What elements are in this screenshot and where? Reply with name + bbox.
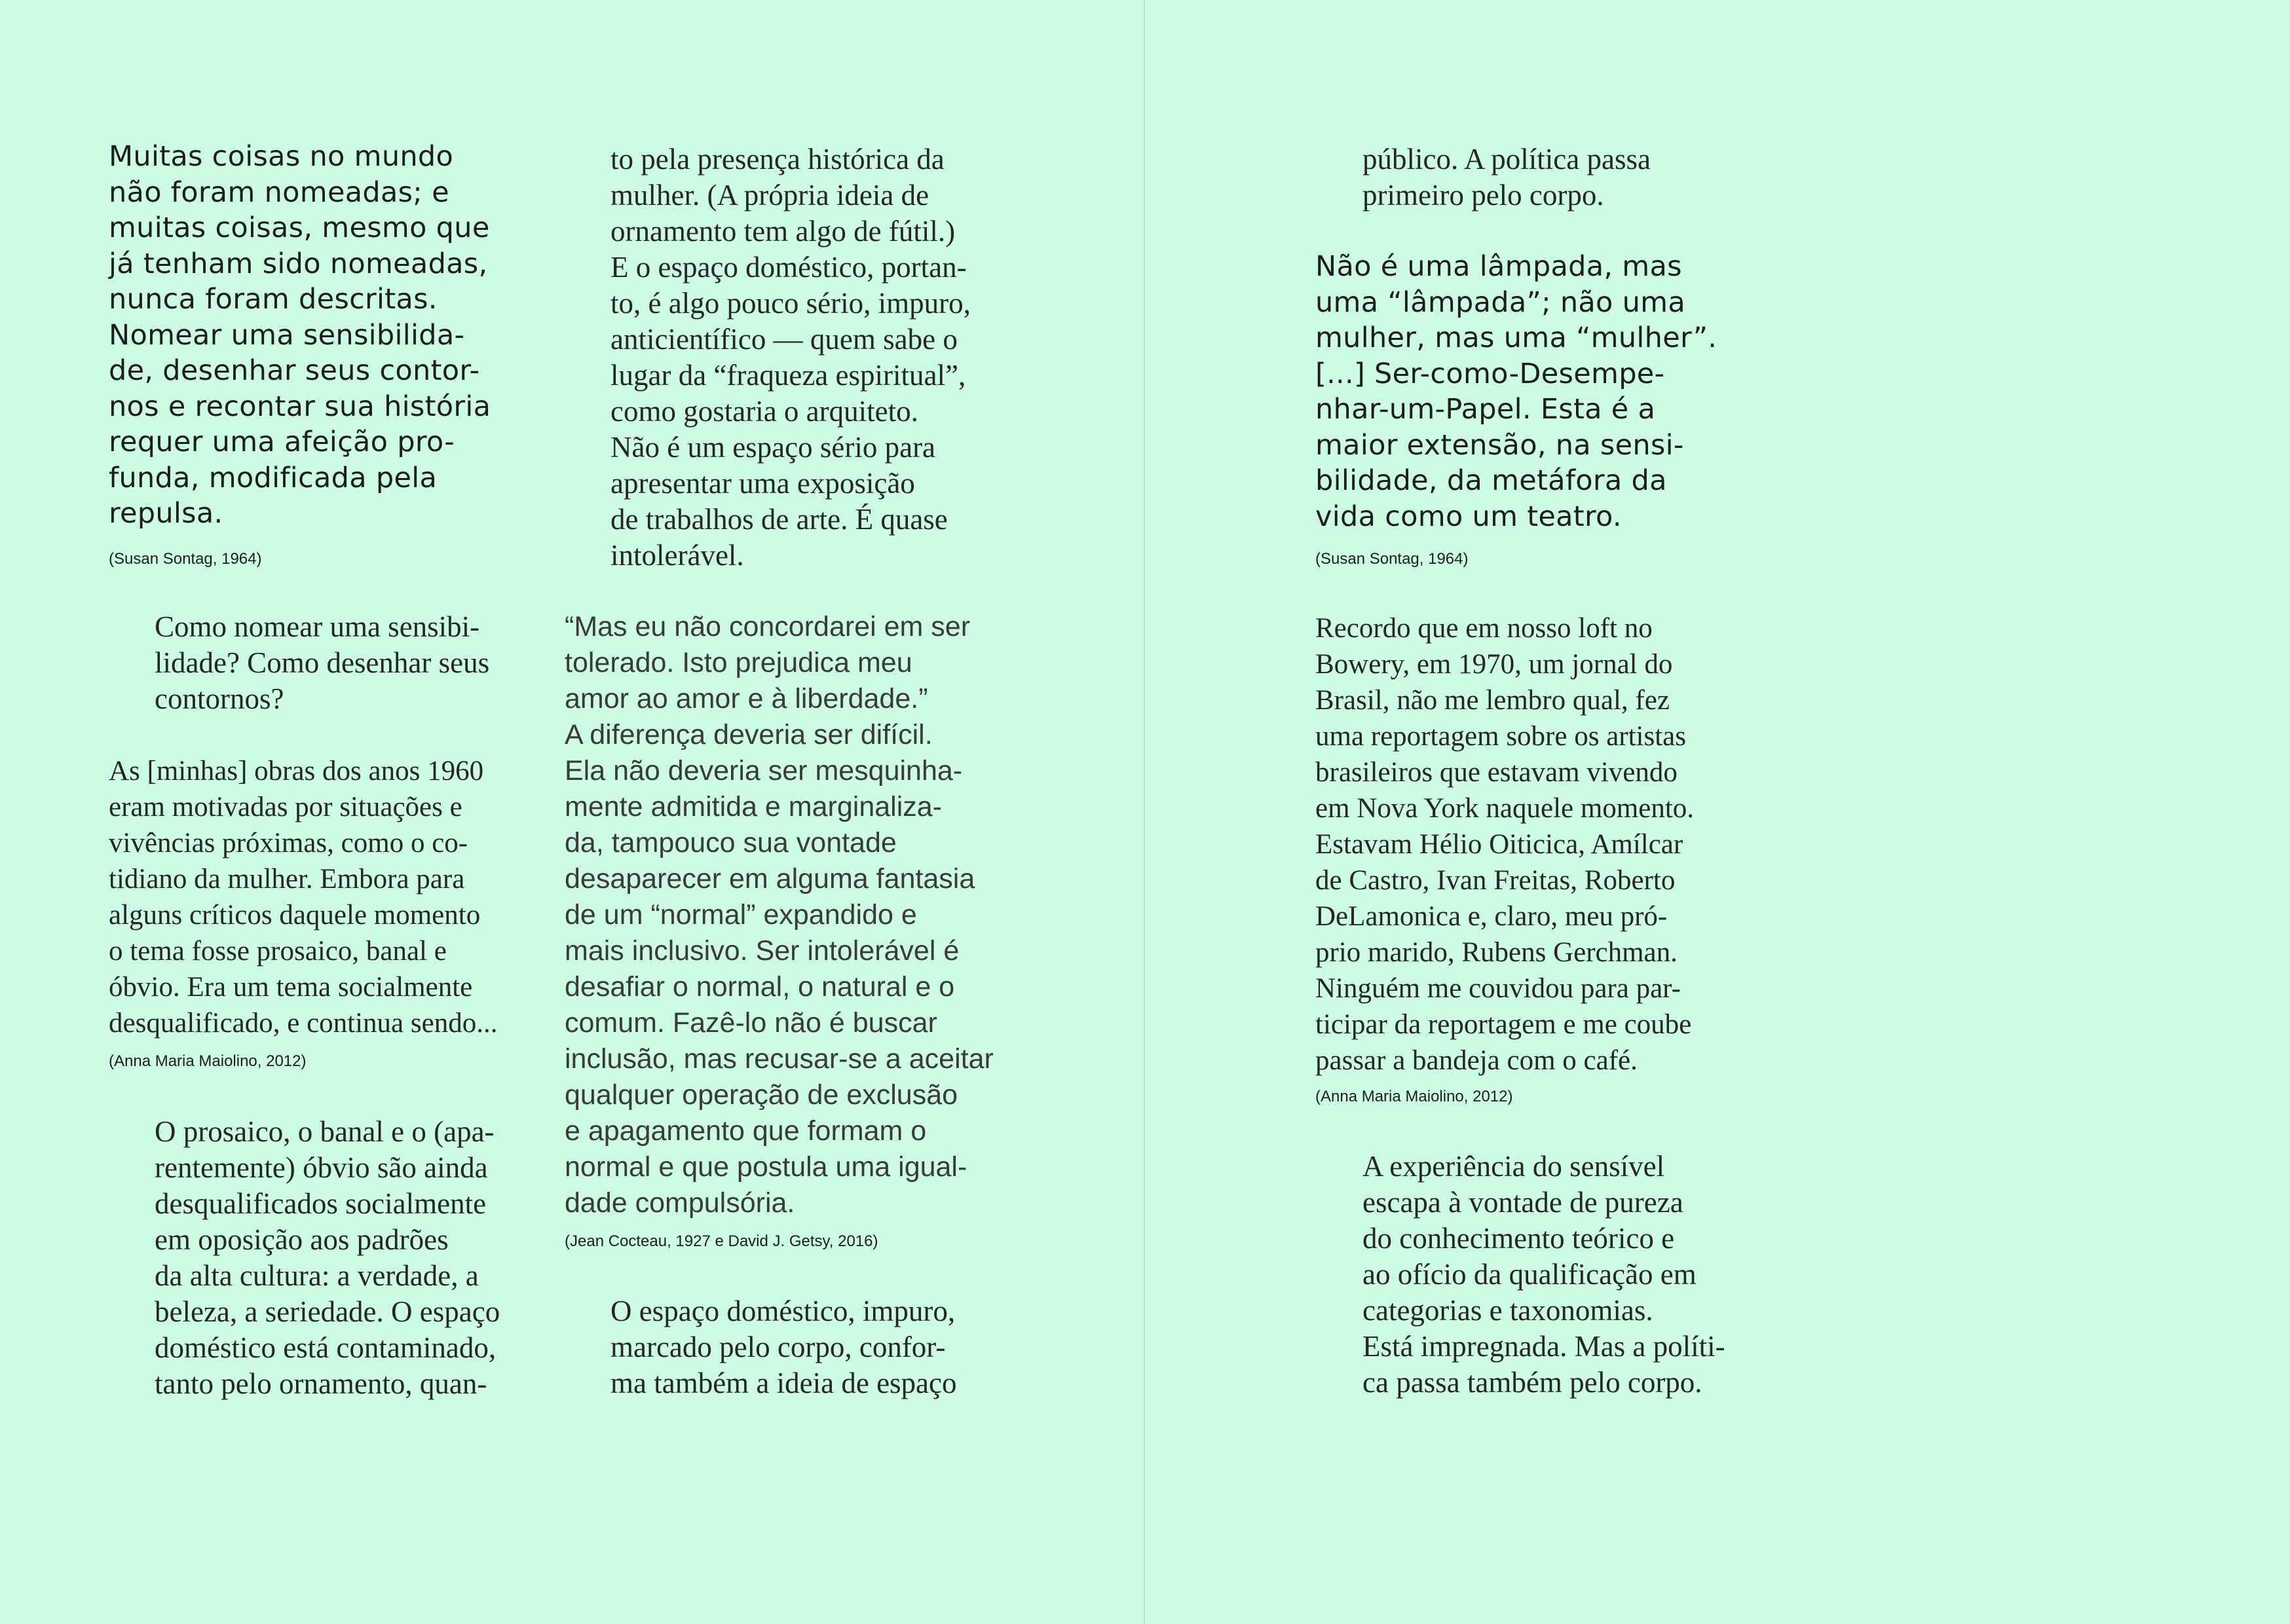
quote-maiolino-bowery: Recordo que em nosso loft no Bowery, em 1970, um jornal do Brasil, não me lembro qual, fez uma reportagem sobre os artistas brasileiros que estavam vivendo em Nova York naquele momento. Estavam Hélio Oiticica, Amílcar de Castro, Ivan Freitas, Roberto DeLamonica e, claro, meu pró- prio marido, Rubens Gerchman. Ninguém me couvidou para par- ticipar da reportagem e me coube passar a bandeja com o café. (1315, 613, 1695, 1076)
paragraph-presenca-historica: to pela presença histórica da mulher. (A própria ideia de ornamento tem algo de fútil.) E o espaço doméstico, portan- to, é algo pouco sério, impuro, anticientífico — quem sabe o lugar da “fraqueza espiritual”, como gostaria o arquiteto. Não é um espaço sério para apresentar uma exposição de trabalhos de arte. É quase intolerável. (610, 143, 971, 572)
quote-maiolino-obras: As [minhas] obras dos anos 1960 eram motivadas por situações e vivências próximas, como o co- tidiano da mulher. Embora para alguns críticos daquele momento o tema fosse prosaico, banal e óbvio. Era um tema socialmente desqualificado, e continua sendo... (109, 756, 498, 1039)
citation-sontag: (Susan Sontag, 1964) (109, 550, 262, 568)
paragraph-experiencia: A experiência do sensível escapa à vontade de pureza do conhecimento teórico e ao ofício da qualificação em categorias e taxonomias. Está impregnada. Mas a políti- ca passa também pelo corpo. (1362, 1150, 1725, 1399)
citation-sontag-right: (Susan Sontag, 1964) (1315, 550, 1469, 568)
citation-cocteau-getsy: (Jean Cocteau, 1927 e David J. Getsy, 2016) (565, 1232, 878, 1250)
quote-sontag-lampada: Não é uma lâmpada, mas uma “lâmpada”; não uma mulher, mas uma “mulher”. [...] Ser-como-Desempe- nhar-um-Papel. Esta é a maior extensão, na sensi- bilidade, da metáfora da vida como um teatro. (1315, 250, 1718, 533)
page-gutter (1144, 0, 1145, 1624)
paragraph-publico: público. A política passa primeiro pelo corpo. (1362, 143, 1651, 212)
paragraph-prosaico: O prosaico, o banal e o (apa- rentemente) óbvio são ainda desqualificados socialmente em oposição aos padrões da alta cultura: a verdade, a beleza, a seriedade. O espaço doméstico está contaminado, tanto pelo ornamento, quan- (155, 1115, 500, 1400)
paragraph-espaco-impuro: O espaço doméstico, impuro, marcado pelo corpo, confor- ma também a ideia de espaço (610, 1295, 957, 1399)
citation-maiolino: (Anna Maria Maiolino, 2012) (109, 1052, 307, 1070)
paragraph-como-nomear: Como nomear uma sensibi- lidade? Como desenhar seus contornos? (155, 610, 490, 715)
citation-maiolino-right: (Anna Maria Maiolino, 2012) (1315, 1088, 1513, 1105)
quote-cocteau-getsy: “Mas eu não concordarei em ser tolerado. Isto prejudica meu amor ao amor e à liberdade.” A diferença deveria ser difícil. Ela não deveria ser mesquinha- mente admitida e marginaliza- da, tampouco sua vontade desaparecer em alguma fantasia de um “normal” expandido e mais inclusivo. Ser intolerável é desafiar o normal, o natural e o comum. Fazê-lo não é buscar inclusão, mas recusar-se a aceitar qualquer operação de exclusão e apagamento que formam o normal e que postula uma igual- dade compulsória. (565, 611, 994, 1219)
quote-sontag-nomear: Muitas coisas no mundo não foram nomeadas; e muitas coisas, mesmo que já tenham sido nomeadas, nunca foram descritas. Nomear uma sensibilida- de, desenhar seus contor- nos e recontar sua história requer uma afeição pro- funda, modificada pela repulsa. (109, 140, 491, 530)
